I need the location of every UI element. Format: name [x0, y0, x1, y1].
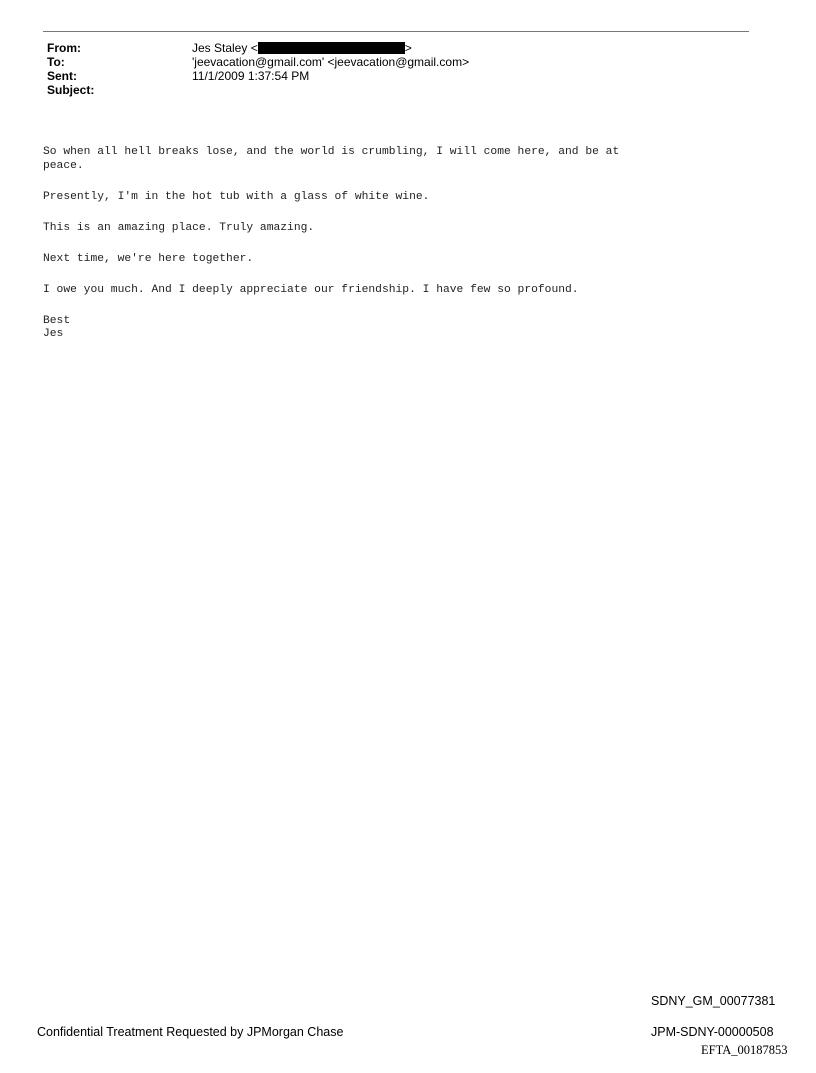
- to-label: To:: [47, 55, 65, 69]
- to-value: 'jeevacation@gmail.com' <jeevacation@gmail.com>: [192, 55, 470, 69]
- sent-label: Sent:: [47, 69, 77, 83]
- from-name: Jes Staley <: [192, 41, 258, 55]
- from-label: From:: [47, 41, 81, 55]
- from-row: [47, 41, 469, 55]
- from-value: [192, 41, 412, 55]
- email-header: [47, 41, 469, 97]
- redaction-box: [258, 42, 405, 54]
- body-paragraph: Presently, I'm in the hot tub with a glass of white wine.: [43, 190, 430, 203]
- bates-efta: EFTA_00187853: [701, 1043, 788, 1057]
- body-paragraph: I owe you much. And I deeply appreciate our friendship. I have few so profound.: [43, 283, 579, 296]
- sent-row: [47, 69, 469, 83]
- subject-label: Subject:: [47, 83, 95, 97]
- confidential-notice: Confidential Treatment Requested by JPMorgan Chase: [37, 1025, 344, 1039]
- closing: Best: [43, 314, 71, 327]
- from-close: >: [404, 41, 412, 55]
- body-paragraph: This is an amazing place. Truly amazing.: [43, 221, 315, 234]
- email-body: [43, 146, 743, 342]
- sent-value: 11/1/2009 1:37:54 PM: [192, 69, 310, 83]
- signature: Jes: [43, 328, 64, 340]
- body-paragraph: Next time, we're here together.: [43, 252, 254, 265]
- body-paragraph: So when all hell breaks lose, and the world is crumbling, I will come here, and be at peace.: [43, 146, 620, 172]
- bates-sdny: SDNY_GM_00077381: [651, 994, 776, 1008]
- subject-row: [47, 83, 469, 97]
- header-divider: [43, 31, 749, 32]
- to-row: [47, 55, 469, 69]
- bates-jpm: JPM-SDNY-00000508: [651, 1025, 774, 1039]
